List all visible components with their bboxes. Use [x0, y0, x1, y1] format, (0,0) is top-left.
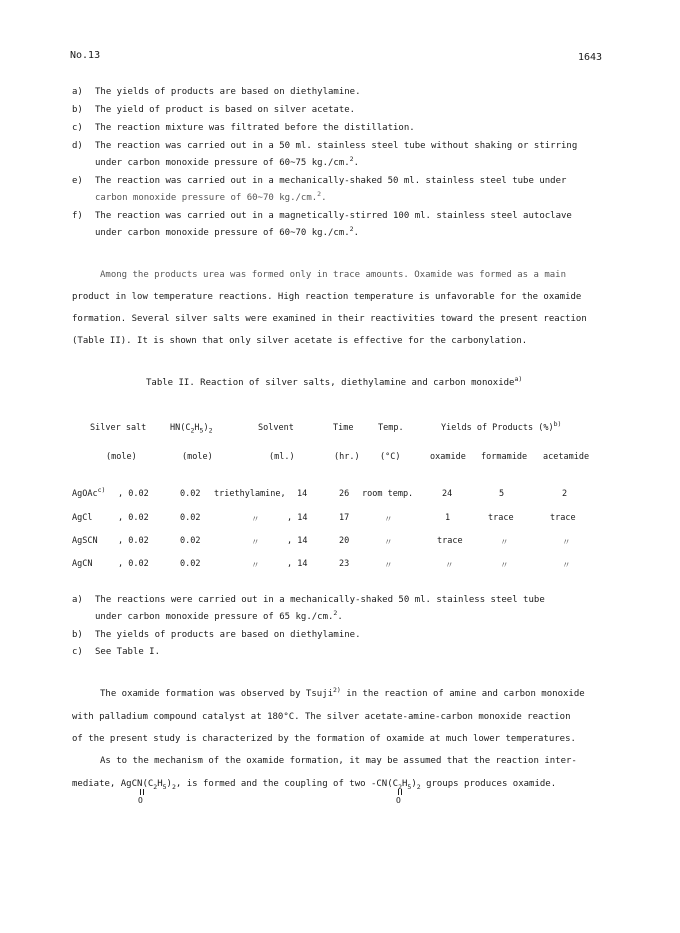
col-acetamide: acetamide: [543, 452, 590, 462]
cell-salt: AgCN: [72, 559, 93, 569]
footnote-text: The yields of products are based on diethylamine.: [95, 87, 361, 97]
footnote-mark: a): [72, 87, 83, 97]
cell-oxamide: trace: [437, 536, 463, 546]
cell-formamide: trace: [488, 513, 514, 523]
table-caption: Table II. Reaction of silver salts, diethylamine and carbon monoxide$^{a)}$: [146, 375, 523, 388]
cell-mole: , 0.02: [118, 559, 149, 569]
cell-temp-ditto: 〃: [384, 561, 393, 571]
paragraph-line: of the present study is characterized by the formation of oxamide at much lower temperatures.: [72, 734, 576, 744]
carbonyl-oxygen: O: [396, 796, 401, 805]
cell-solvent-ditto: 〃: [251, 538, 260, 548]
carbonyl-oxygen: O: [138, 796, 143, 805]
cell-amine: 0.02: [180, 536, 201, 546]
cell-mole: , 0.02: [118, 489, 149, 499]
cell-time: 26: [339, 489, 350, 499]
unit-mole: (mole): [106, 452, 137, 462]
cell-mole: , 0.02: [118, 513, 149, 523]
col-header-yields: Yields of Products (%)$^{b)}$: [441, 420, 562, 433]
cell-ml: , 14: [287, 513, 308, 523]
cell-temp: room temp.: [362, 489, 414, 499]
paragraph-line: with palladium compound catalyst at 180°C. The silver acetate-amine-carbon monoxide reaction: [72, 712, 571, 722]
unit-ml: (ml.): [269, 452, 295, 462]
double-bond-mark: [140, 789, 144, 795]
unit-mole: (mole): [182, 452, 213, 462]
cell-temp-ditto: 〃: [384, 538, 393, 548]
footnote-text: The reaction was carried out in a magnetically-stirred 100 ml. stainless steel autoclave: [95, 211, 572, 221]
col-header-temp: Temp.: [378, 423, 404, 433]
footnote-text-line2: under carbon monoxide pressure of 65 kg./cm.$^2$.: [95, 609, 343, 622]
paragraph-line: formation. Several silver salts were examined in their reactivities toward the present reaction: [72, 314, 587, 324]
col-header-amine: $HN(C_2H_5)_2$: [170, 423, 213, 435]
footnote-text: The yields of products are based on diethylamine.: [95, 630, 361, 640]
cell-salt: AgSCN: [72, 536, 98, 546]
unit-hr: (hr.): [334, 452, 360, 462]
paragraph-line-formula: mediate, $AgCN(C_2H_5)_2$, is formed and the coupling of two $-CN(C_2H_5)_2$ groups produces oxamide.: [72, 779, 557, 791]
cell-ml: 14: [297, 489, 308, 499]
cell-oxamide: 1: [445, 513, 451, 523]
cell-oxamide: 24: [442, 489, 453, 499]
cell-formamide-ditto: 〃: [500, 538, 509, 548]
cell-temp-ditto: 〃: [384, 515, 393, 525]
cell-time: 17: [339, 513, 350, 523]
paragraph-line: As to the mechanism of the oxamide formation, it may be assumed that the reaction inter-: [100, 756, 577, 766]
cell-formamide-ditto: 〃: [500, 561, 509, 571]
cell-solvent-ditto: 〃: [251, 561, 260, 571]
cell-time: 20: [339, 536, 350, 546]
cell-ml: , 14: [287, 559, 308, 569]
footnote-text: The reactions were carried out in a mechanically-shaked 50 ml. stainless steel tube: [95, 595, 545, 605]
page-number: 1643: [578, 52, 603, 63]
paragraph-line: Among the products urea was formed only in trace amounts. Oxamide was formed as a main: [100, 270, 566, 280]
cell-salt: AgCl: [72, 513, 93, 523]
cell-mole: , 0.02: [118, 536, 149, 546]
footnote-text-line2: under carbon monoxide pressure of 60~70 kg./cm.$^2$.: [95, 225, 360, 238]
cell-oxamide-ditto: 〃: [445, 561, 454, 571]
footnote-mark: d): [72, 141, 83, 151]
footnote-text: The reaction was carried out in a 50 ml. stainless steel tube without shaking or stirring: [95, 141, 578, 151]
col-oxamide: oxamide: [430, 452, 466, 462]
footnote-text: See Table I.: [95, 647, 161, 657]
cell-acetamide-ditto: 〃: [562, 561, 571, 571]
cell-ml: , 14: [287, 536, 308, 546]
paragraph-line: product in low temperature reactions. High reaction temperature is unfavorable for the oxamide: [72, 292, 582, 302]
footnote-text-line2: carbon monoxide pressure of 60~70 kg./cm.$^2$.: [95, 190, 327, 203]
col-formamide: formamide: [481, 452, 528, 462]
cell-amine: 0.02: [180, 559, 201, 569]
cell-acetamide: trace: [550, 513, 576, 523]
footnote-mark: b): [72, 630, 83, 640]
col-header-solvent: Solvent: [258, 423, 294, 433]
footnote-text: The yield of product is based on silver acetate.: [95, 105, 356, 115]
footnote-mark: c): [72, 647, 83, 657]
cell-acetamide: 2: [562, 489, 568, 499]
cell-time: 23: [339, 559, 350, 569]
footnote-text-line2: under carbon monoxide pressure of 60~75 kg./cm.$^2$.: [95, 155, 360, 168]
cell-solvent-ditto: 〃: [251, 515, 260, 525]
cell-formamide: 5: [499, 489, 505, 499]
cell-amine: 0.02: [180, 513, 201, 523]
cell-solvent: triethylamine,: [214, 489, 286, 499]
footnote-mark: a): [72, 595, 83, 605]
footnote-mark: f): [72, 211, 83, 221]
unit-celsius: (°C): [380, 452, 401, 462]
col-header-silver-salt: Silver salt: [90, 423, 147, 433]
paragraph-line: (Table II). It is shown that only silver acetate is effective for the carbonylation.: [72, 336, 528, 346]
cell-acetamide-ditto: 〃: [562, 538, 571, 548]
double-bond-mark: [398, 789, 402, 795]
footnote-mark: e): [72, 176, 83, 186]
cell-salt: AgOAc$^{c)}$: [72, 486, 106, 499]
journal-issue: No.13: [70, 50, 101, 61]
cell-amine: 0.02: [180, 489, 201, 499]
footnote-mark: c): [72, 123, 83, 133]
footnote-mark: b): [72, 105, 83, 115]
paragraph-line: The oxamide formation was observed by Tsuji$^{2)}$ in the reaction of amine and carbon monoxide: [100, 686, 585, 699]
col-header-time: Time: [333, 423, 354, 433]
footnote-text: The reaction was carried out in a mechanically-shaked 50 ml. stainless steel tube under: [95, 176, 567, 186]
footnote-text: The reaction mixture was filtrated before the distillation.: [95, 123, 415, 133]
